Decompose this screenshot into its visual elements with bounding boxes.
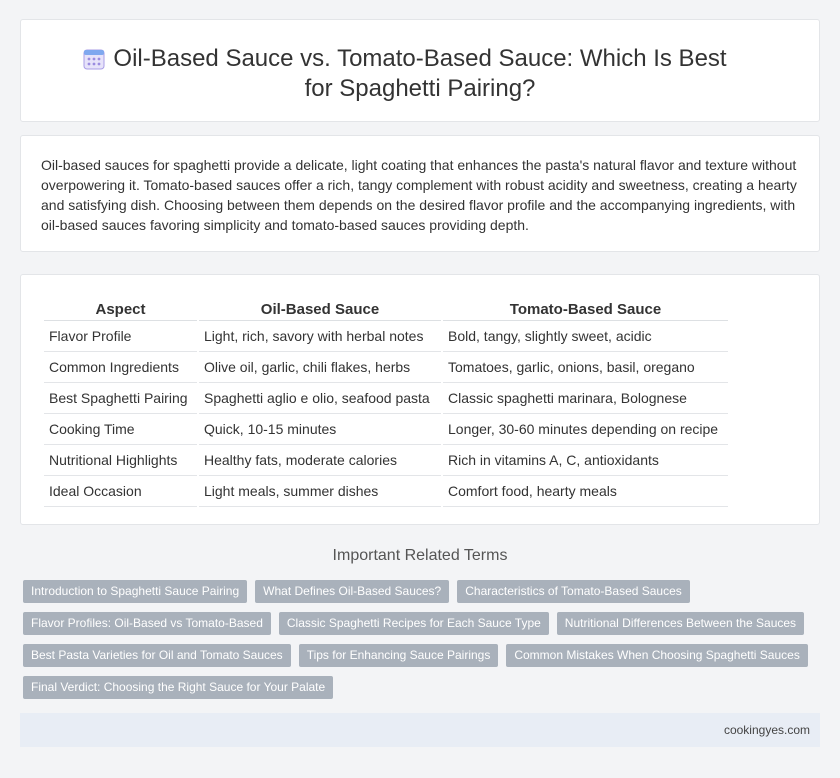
related-term-link[interactable]: Tips for Enhancing Sauce Pairings [299, 644, 499, 667]
column-header-tomato-based: Tomato-Based Sauce [443, 295, 728, 321]
column-header-oil-based: Oil-Based Sauce [199, 295, 441, 321]
table-cell: Flavor Profile [44, 321, 197, 352]
table-cell: Best Spaghetti Pairing [44, 383, 197, 414]
table-cell: Cooking Time [44, 414, 197, 445]
table-cell: Tomatoes, garlic, onions, basil, oregano [443, 352, 728, 383]
related-terms-list [23, 580, 813, 708]
footer-site-link[interactable]: cookingyes.com [723, 723, 810, 737]
table-cell: Spaghetti aglio e olio, seafood pasta [199, 383, 441, 414]
footer [20, 713, 820, 747]
table-row [44, 383, 728, 414]
table-cell: Olive oil, garlic, chili flakes, herbs [199, 352, 441, 383]
table-cell: Longer, 30-60 minutes depending on recipe [443, 414, 728, 445]
intro-card [20, 135, 820, 252]
page-title: Oil-Based Sauce vs. Tomato-Based Sauce: Which Is Best for Spaghetti Pairing? [113, 45, 727, 102]
related-term-link[interactable]: Introduction to Spaghetti Sauce Pairing [23, 580, 247, 603]
table-cell: Quick, 10-15 minutes [199, 414, 441, 445]
table-cell: Common Ingredients [44, 352, 197, 383]
table-header-row [44, 295, 728, 321]
related-term-link[interactable]: Nutritional Differences Between the Sauces [557, 612, 804, 635]
calendar-icon [83, 48, 105, 70]
table-row [44, 352, 728, 383]
table-cell: Light meals, summer dishes [199, 476, 441, 507]
related-term-link[interactable]: Flavor Profiles: Oil-Based vs Tomato-Based [23, 612, 271, 635]
related-terms-heading: Important Related Terms [332, 547, 508, 564]
table-cell: Rich in vitamins A, C, antioxidants [443, 445, 728, 476]
related-term-link[interactable]: Final Verdict: Choosing the Right Sauce for Your Palate [23, 676, 333, 699]
table-cell: Healthy fats, moderate calories [199, 445, 441, 476]
table-cell: Light, rich, savory with herbal notes [199, 321, 441, 352]
intro-paragraph: Oil-based sauces for spaghetti provide a delicate, light coating that enhances the pasta's natural flavor and texture without overpowering it. Tomato-based sauces offer a rich, tangy complement with robust acidity and sweetness, creating a hearty and satisfying dish. Choosing between them depends on the desired flavor profile and the accompanying ingredients, with oil-based sauces favoring simplicity and tomato-based sauces providing depth. [41, 157, 797, 233]
table-row [44, 321, 728, 352]
header-card [20, 19, 820, 122]
related-term-link[interactable]: What Defines Oil-Based Sauces? [255, 580, 449, 603]
comparison-table-card [20, 274, 820, 525]
table-row [44, 476, 728, 507]
column-header-aspect: Aspect [44, 295, 197, 321]
table-cell: Classic spaghetti marinara, Bolognese [443, 383, 728, 414]
table-cell: Comfort food, hearty meals [443, 476, 728, 507]
related-term-link[interactable]: Characteristics of Tomato-Based Sauces [457, 580, 690, 603]
related-term-link[interactable]: Best Pasta Varieties for Oil and Tomato Sauces [23, 644, 291, 667]
table-cell: Bold, tangy, slightly sweet, acidic [443, 321, 728, 352]
table-row [44, 414, 728, 445]
table-row [44, 445, 728, 476]
related-term-link[interactable]: Common Mistakes When Choosing Spaghetti Sauces [506, 644, 807, 667]
related-term-link[interactable]: Classic Spaghetti Recipes for Each Sauce Type [279, 612, 549, 635]
table-cell: Nutritional Highlights [44, 445, 197, 476]
table-cell: Ideal Occasion [44, 476, 197, 507]
comparison-table [42, 295, 730, 507]
